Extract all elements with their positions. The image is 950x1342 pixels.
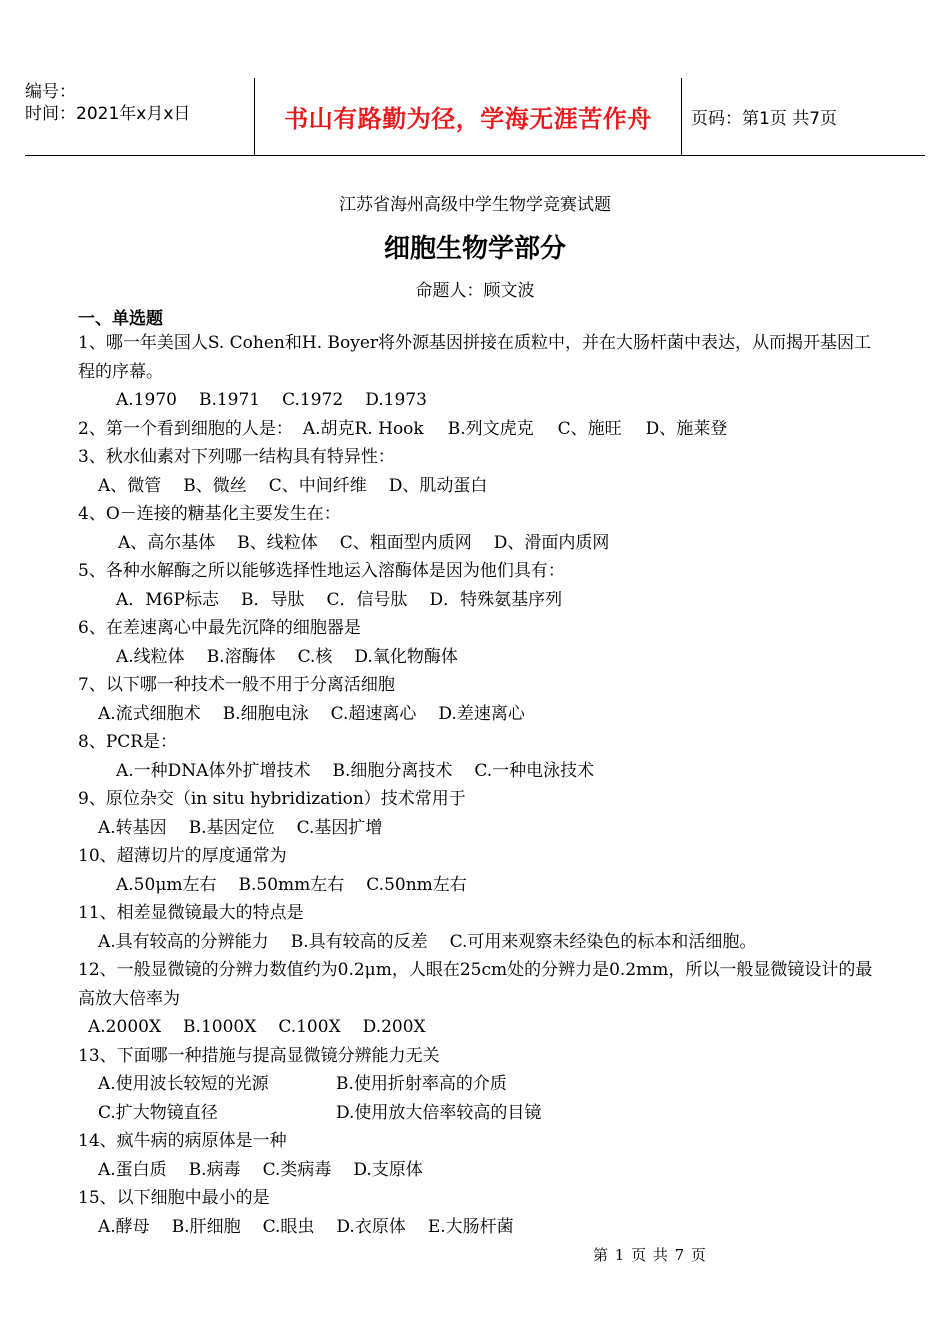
- answer-option: C.50nm左右: [366, 874, 467, 895]
- question-stem: 13、下面哪一种措施与提高显微镜分辨能力无关: [78, 1045, 440, 1066]
- question-stem: 6、在差速离心中最先沉降的细胞器是: [78, 618, 361, 638]
- answer-option: D．特殊氨基序列: [429, 589, 563, 610]
- question-stem: 15、以下细胞中最小的是: [78, 1188, 270, 1208]
- question-stem: 8、PCR是：: [78, 732, 178, 752]
- answer-option: C.超速离心: [330, 703, 417, 724]
- question-item: [78, 443, 878, 500]
- answer-option: A.使用波长较短的光源: [98, 1074, 269, 1094]
- question-stem: 3、秋水仙素对下列哪一结构具有特异性：: [78, 447, 395, 467]
- answer-option: A.流式细胞术: [98, 703, 201, 724]
- answer-option: C.可用来观察未经染色的标本和活细胞。: [449, 931, 757, 952]
- answer-option: C.眼虫: [262, 1216, 315, 1237]
- question-stem: 11、相差显微镜最大的特点是: [78, 903, 304, 923]
- answer-option: B.溶酶体: [206, 646, 276, 667]
- answer-option: E.大肠杆菌: [427, 1216, 514, 1237]
- question-stem: 14、疯牛病的病原体是一种: [78, 1131, 287, 1151]
- question-item: [78, 842, 878, 899]
- answer-option: C.100X: [278, 1017, 341, 1037]
- answer-option: D.差速离心: [438, 703, 525, 724]
- answer-option: A.胡克R. Hook: [302, 418, 424, 439]
- answer-option: C.核: [297, 646, 333, 667]
- question-list: [78, 329, 878, 1241]
- answer-option: B.病毒: [188, 1159, 241, 1180]
- answer-option: D.衣原体: [336, 1216, 406, 1237]
- header-motto: 书山有路勤为径，学海无涯苦作舟: [254, 78, 682, 155]
- question-item: [78, 899, 878, 956]
- answer-option: A．M6P标志: [116, 589, 219, 610]
- answer-option: B.1000X: [183, 1017, 257, 1037]
- answer-option: B.肝细胞: [171, 1216, 241, 1237]
- section-heading: 一、单选题: [78, 309, 163, 329]
- answer-option: D、施莱登: [645, 418, 728, 439]
- page-footer: 第 1 页 共 7 页: [593, 1246, 707, 1264]
- answer-option: A.1970: [116, 390, 177, 410]
- question-stem: 1、哪一年美国人S. Cohen和H. Boyer将外源基因拼接在质粒中，并在大肠杆菌中表达，从而揭开基因工程的序幕。: [78, 333, 872, 382]
- question-item: [78, 614, 878, 671]
- answer-option: A.蛋白质: [98, 1159, 167, 1180]
- answer-option: B、线粒体: [237, 532, 318, 553]
- answer-option: B.基因定位: [188, 817, 275, 838]
- question-item: [78, 1127, 878, 1184]
- answer-option: C.一种电泳技术: [474, 760, 595, 781]
- answer-option: A、高尔基体: [118, 532, 216, 553]
- answer-option: B.具有较高的反差: [290, 931, 428, 952]
- answer-option: A.具有较高的分辨能力: [98, 931, 269, 952]
- answer-option: C、中间纤维: [268, 475, 367, 496]
- question-item: [78, 1184, 878, 1241]
- answer-option: A.2000X: [88, 1017, 162, 1037]
- doc-author: 命题人：顾文波: [415, 281, 535, 301]
- question-item: [78, 785, 878, 842]
- question-item: [78, 500, 878, 557]
- answer-option: C．信号肽: [326, 589, 408, 610]
- answer-option: A、微管: [98, 475, 162, 496]
- answer-option: B.细胞分离技术: [332, 760, 453, 781]
- answer-option: C.1972: [282, 390, 344, 410]
- answer-option: A.一种DNA体外扩增技术: [116, 760, 311, 781]
- answer-option: B.50mm左右: [238, 874, 345, 895]
- header-meta: [25, 78, 254, 158]
- question-item: [78, 415, 878, 444]
- answer-option: D、肌动蛋白: [388, 475, 488, 496]
- question-stem: 2、第一个看到细胞的人是：: [78, 418, 293, 439]
- doc-title: 细胞生物学部分: [383, 234, 566, 264]
- answer-option: D.支原体: [353, 1159, 423, 1180]
- time-label: 时间：2021年x月x日: [25, 104, 191, 124]
- doc-subtitle: 江苏省海州高级中学生物学竞赛试题: [339, 195, 611, 215]
- answer-option: A.50μm左右: [116, 874, 217, 895]
- answer-option: B.1971: [198, 390, 261, 410]
- question-item: [78, 329, 878, 415]
- question-item: [78, 956, 878, 1042]
- page-header: [25, 78, 925, 156]
- answer-option: C、粗面型内质网: [339, 532, 472, 553]
- answer-option: B.使用折射率高的介质: [336, 1074, 507, 1094]
- answer-option: B．导肽: [240, 589, 305, 610]
- answer-option: D、滑面内质网: [493, 532, 610, 553]
- answer-option: C.扩大物镜直径: [98, 1102, 218, 1123]
- answer-option: D.200X: [362, 1017, 426, 1037]
- answer-option: A.线粒体: [116, 646, 185, 667]
- question-item: [78, 728, 878, 785]
- question-stem: 7、以下哪一种技术一般不用于分离活细胞: [78, 675, 395, 695]
- answer-option: D.1973: [365, 390, 427, 410]
- question-stem: 4、O－连接的糖基化主要发生在：: [78, 504, 341, 524]
- number-label: 编号：: [25, 82, 76, 102]
- answer-option: A.酵母: [98, 1216, 150, 1237]
- answer-option: B、微丝: [183, 475, 247, 496]
- question-item: [78, 557, 878, 614]
- question-stem: 12、一般显微镜的分辨力数值约为0.2μm，人眼在25cm处的分辨力是0.2mm，所以一般显微镜设计的最高放大倍率为: [78, 960, 873, 1009]
- answer-option: D.使用放大倍率较高的目镜: [336, 1102, 542, 1123]
- question-stem: 9、原位杂交（in situ hybridization）技术常用于: [78, 789, 466, 809]
- answer-option: C、施旺: [557, 418, 622, 439]
- answer-option: B.列文虎克: [447, 418, 534, 439]
- answer-option: A.转基因: [98, 817, 167, 838]
- answer-option: C.基因扩增: [296, 817, 383, 838]
- question-item: [78, 671, 878, 728]
- answer-option: D.氧化物酶体: [354, 646, 458, 667]
- header-page-label: 页码：第1页 共7页: [691, 109, 838, 129]
- question-item: [78, 1042, 878, 1128]
- question-stem: 5、各种水解酶之所以能够选择性地运入溶酶体是因为他们具有：: [78, 561, 565, 581]
- answer-option: B.细胞电泳: [222, 703, 309, 724]
- answer-option: C.类病毒: [262, 1159, 332, 1180]
- question-stem: 10、超薄切片的厚度通常为: [78, 846, 287, 866]
